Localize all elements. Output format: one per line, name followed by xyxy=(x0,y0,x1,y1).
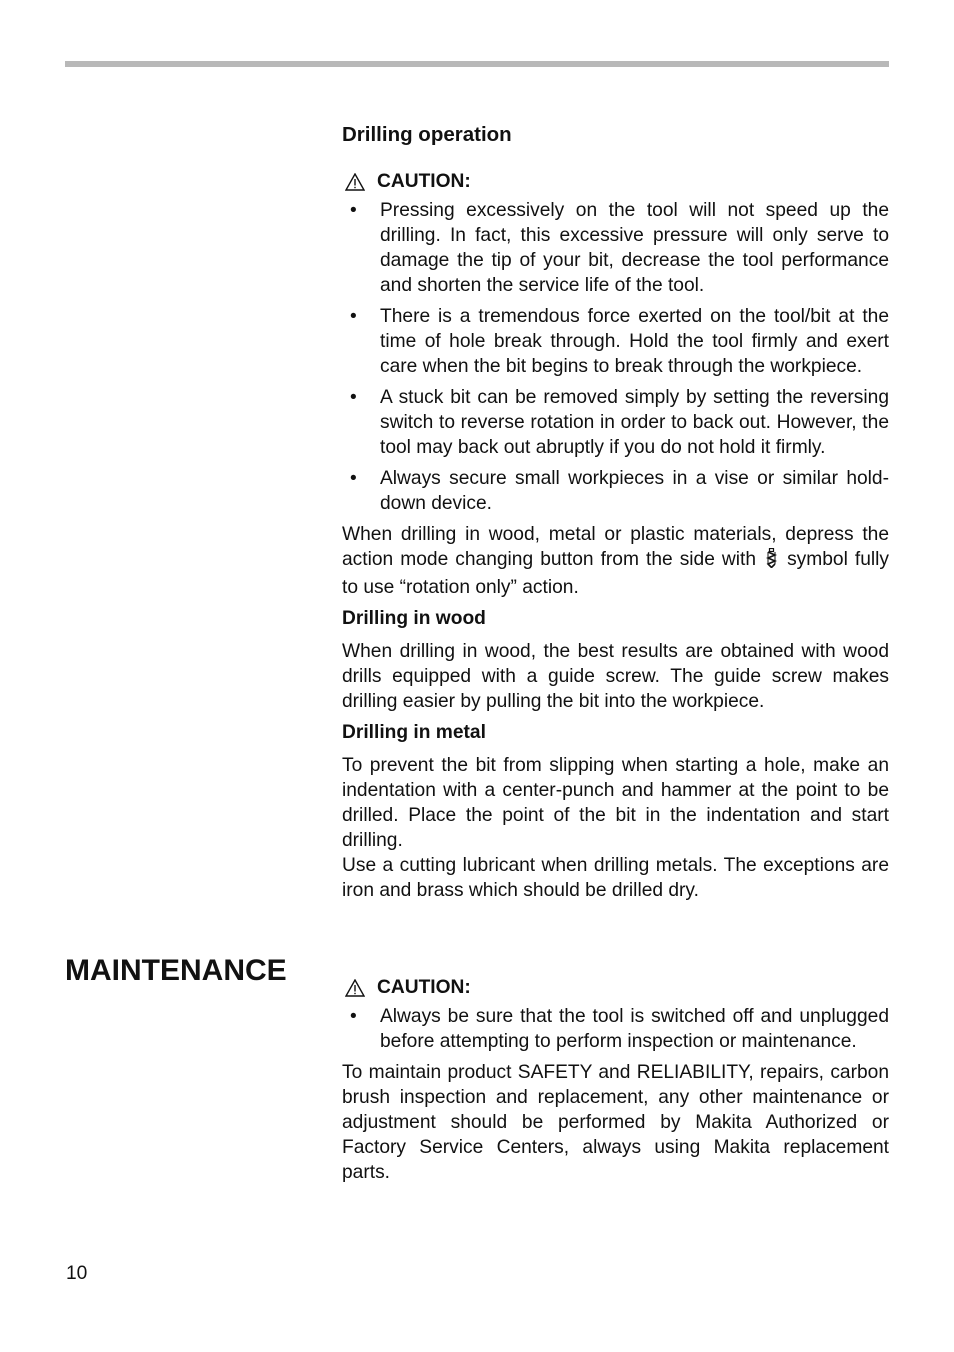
bullet-dot: • xyxy=(350,306,357,327)
wood-paragraph: When drilling in wood, the best results are obtained with wood drills equipped with a guide screw. The guide screw makes drilling easier by pulling the bit into the workpiece. xyxy=(342,641,889,712)
subheading-wood: Drilling in wood xyxy=(342,608,486,629)
list-item: • Always secure small workpieces in a vise or similar hold-down device. xyxy=(350,468,889,514)
list-item: • Pressing excessively on the tool will not speed up the drilling. In fact, this excessive pressure will only serve to damage the tip of your bit, decrease the tool performance and shorten the service life of the tool. xyxy=(350,200,889,296)
drill-bit-symbol-icon xyxy=(766,548,777,575)
mode-instruction-paragraph: When drilling in wood, metal or plastic materials, depress the action mode changing button from the side with symbol fully to use “rotation only” action. xyxy=(342,524,889,598)
list-item: • Always be sure that the tool is switched off and unplugged before attempting to perform inspection or maintenance. xyxy=(350,1006,889,1052)
metal-paragraph-2: Use a cutting lubricant when drilling metals. The exceptions are iron and brass which should be drilled dry. xyxy=(342,855,889,901)
section-heading: Drilling operation xyxy=(342,123,512,146)
list-item: • There is a tremendous force exerted on the tool/bit at the time of hole break through. Hold the tool firmly and exert care when the bit begins to break through the workpiece. xyxy=(350,306,889,377)
caution-label: CAUTION: xyxy=(377,977,471,998)
maintenance-paragraph: To maintain product SAFETY and RELIABILITY, repairs, carbon brush inspection and replacement, any other maintenance or adjustment should be performed by Makita Authorized or Factory Service Centers, always using Makita replacement parts. xyxy=(342,1062,889,1183)
warning-triangle-icon xyxy=(345,173,365,191)
caution-list xyxy=(342,1004,889,1054)
metal-paragraph-1: To prevent the bit from slipping when starting a hole, make an indentation with a center-punch and hammer at the point to be drilled. Place the point of the bit in the indentation and start drilling. xyxy=(342,755,889,851)
header-rule xyxy=(65,61,889,67)
bullet-dot: • xyxy=(350,387,357,408)
caution-header xyxy=(342,975,889,1000)
maintenance-heading: MAINTENANCE xyxy=(65,954,287,987)
bullet-dot: • xyxy=(350,200,357,221)
drilling-operation-section xyxy=(342,122,889,903)
warning-triangle-icon xyxy=(345,979,365,997)
list-item: • A stuck bit can be removed simply by setting the reversing switch to reverse rotation in order to back out. However, the tool may back out abruptly if you do not hold it firmly. xyxy=(350,387,889,458)
caution-header xyxy=(342,169,889,194)
bullet-dot: • xyxy=(350,1006,357,1027)
maintenance-section xyxy=(342,975,889,1185)
caution-label: CAUTION: xyxy=(377,171,471,192)
subheading-metal: Drilling in metal xyxy=(342,722,486,743)
bullet-dot: • xyxy=(350,468,357,489)
page-number: 10 xyxy=(66,1263,88,1284)
caution-list xyxy=(342,198,889,516)
